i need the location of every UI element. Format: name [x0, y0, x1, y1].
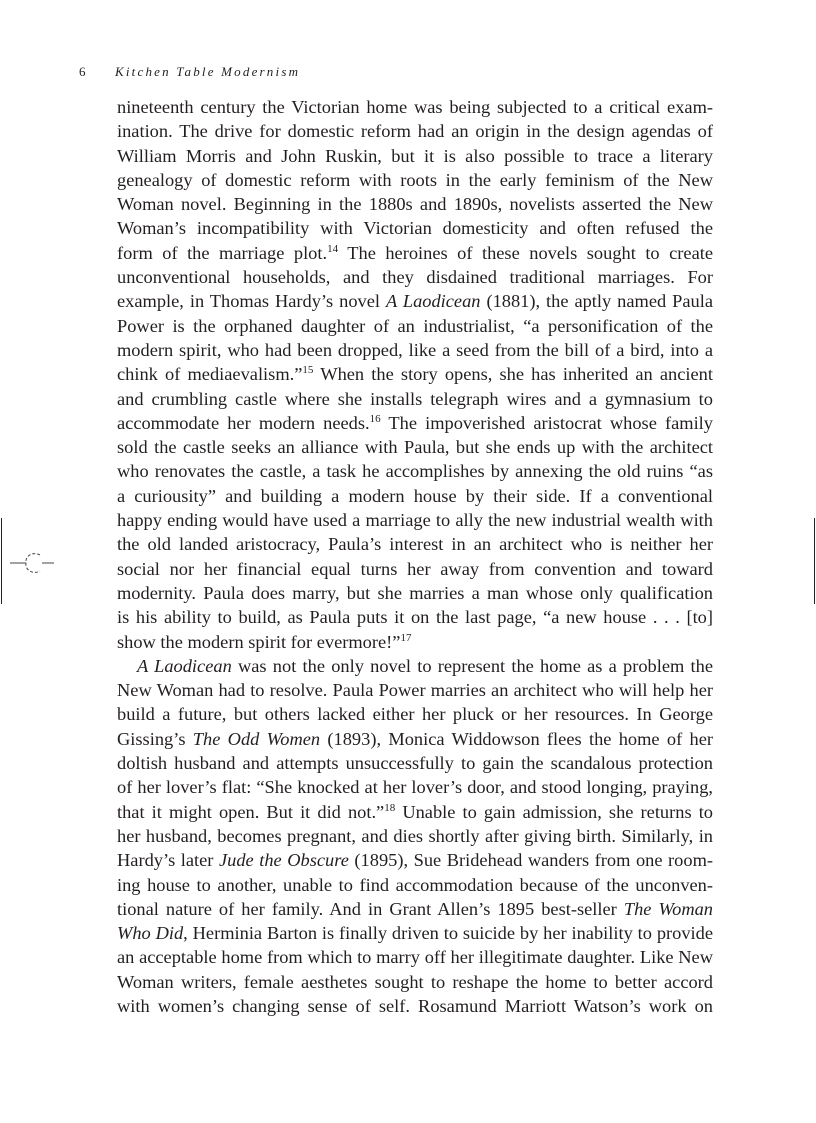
text-run: (1893), Monica Widdowson flees the home of her	[320, 728, 713, 749]
text-run: chink of mediaevalism.”	[117, 364, 303, 385]
crop-line-left	[1, 518, 2, 604]
text-line	[117, 508, 713, 532]
text-run: Hardy’s later	[117, 850, 219, 871]
registration-mark-icon	[8, 548, 58, 578]
running-title: Kitchen Table Modernism	[115, 64, 301, 79]
text-run: , Herminia Barton is finally driven to suicide by her inability to provide	[183, 923, 713, 944]
text-run: and crumbling castle where she installs telegraph wires and a gymnasium to	[117, 388, 713, 409]
text-line	[117, 775, 713, 799]
text-line	[117, 970, 713, 994]
text-line	[117, 168, 713, 192]
text-run: social nor her financial equal turns her away from convention and toward	[117, 558, 713, 579]
text-run: who renovates the castle, a task he accomplishes by annexing the old ruins “as	[117, 461, 713, 482]
text-line	[117, 994, 713, 1018]
text-line	[117, 314, 713, 338]
text-line	[117, 265, 713, 289]
text-run: modern spirit, who had been dropped, like a seed from the bill of a bird, into a	[117, 339, 713, 360]
text-run: Woman novel. Beginning in the 1880s and 1890s, novelists asserted the New	[117, 194, 713, 215]
text-line	[117, 241, 713, 265]
text-line	[117, 727, 713, 751]
text-run: accommodate her modern needs.	[117, 412, 370, 433]
text-run: form of the marriage plot.	[117, 242, 328, 263]
text-run: Unable to gain admission, she returns to	[395, 801, 713, 822]
page-number: 6	[79, 64, 86, 79]
text-line	[117, 192, 713, 216]
footnote-ref: 17	[400, 631, 412, 644]
text-run: (1881), the aptly named Paula	[480, 291, 714, 312]
footnote-ref: 15	[302, 364, 314, 377]
text-run: The impoverished aristocrat whose family	[380, 412, 713, 433]
text-line	[117, 362, 713, 386]
text-line	[117, 605, 713, 629]
text-run: New Woman had to resolve. Paula Power marries an architect who will help her	[117, 680, 713, 701]
text-run: sold the castle seeks an alliance with Paula, but she ends up with the architect	[117, 437, 713, 458]
italic-title: Who Did	[117, 923, 184, 944]
text-line	[117, 387, 713, 411]
italic-title: A Laodicean	[385, 291, 481, 312]
footnote-ref: 14	[327, 242, 339, 255]
text-line	[117, 289, 713, 313]
italic-title: Jude the Obscure	[218, 850, 349, 871]
text-run: Gissing’s	[117, 728, 193, 749]
text-line	[117, 557, 713, 581]
text-run: ing house to another, unable to find accommodation because of the unconven-	[117, 874, 713, 895]
text-run: William Morris and John Ruskin, but it is also possible to trace a literary	[117, 145, 713, 166]
text-run: Power is the orphaned daughter of an industrialist, “a personification of the	[117, 315, 713, 336]
text-run: the old landed aristocracy, Paula’s interest in an architect who is neither her	[117, 534, 713, 555]
text-line	[117, 411, 713, 435]
text-line	[117, 581, 713, 605]
text-run: tional nature of her family. And in Grant Allen’s 1895 best-seller	[117, 898, 624, 919]
text-line	[117, 873, 713, 897]
text-run: a curiousity” and building a modern house by their side. If a conventional	[117, 485, 713, 506]
text-line	[117, 702, 713, 726]
text-run: that it might open. But it did not.”	[117, 801, 385, 822]
text-line	[117, 435, 713, 459]
text-run: unconventional households, and they disdained traditional marriages. For	[117, 267, 713, 288]
text-run: When the story opens, she has inherited an ancient	[313, 364, 713, 385]
text-run: (1895), Sue Bridehead wanders from one room-	[348, 850, 713, 871]
italic-title: The Woman	[623, 898, 713, 919]
text-line	[117, 338, 713, 362]
text-run: The heroines of these novels sought to create	[338, 242, 714, 263]
crop-line-right	[814, 518, 815, 604]
text-run: was not the only novel to represent the home as a problem the	[231, 655, 713, 676]
text-run: Woman’s incompatibility with Victorian domesticity and often refused the	[117, 218, 713, 239]
text-line	[117, 824, 713, 848]
text-run: build a future, but others lacked either her pluck or her resources. In George	[117, 704, 713, 725]
text-run: is his ability to build, as Paula puts it on the last page, “a new house . . . [to]	[117, 607, 713, 628]
text-run: happy ending would have used a marriage to ally the new industrial wealth with	[117, 510, 713, 531]
text-line	[117, 459, 713, 483]
body-text	[117, 95, 713, 1018]
footnote-ref: 18	[384, 801, 396, 814]
text-run: Woman writers, female aesthetes sought to reshape the home to better accord	[117, 971, 713, 992]
text-run: show the modern spirit for evermore!”	[117, 631, 401, 652]
text-line	[117, 654, 713, 678]
text-run: genealogy of domestic reform with roots in the early feminism of the New	[117, 169, 713, 190]
text-line	[117, 678, 713, 702]
text-line	[117, 848, 713, 872]
footnote-ref: 16	[369, 412, 381, 425]
text-line	[117, 532, 713, 556]
text-run: ination. The drive for domestic reform had an origin in the design agendas of	[117, 121, 713, 142]
text-run: with women’s changing sense of self. Rosamund Marriott Watson’s work on	[117, 995, 713, 1016]
text-line	[117, 630, 713, 654]
text-line	[117, 897, 713, 921]
text-run: of her lover’s flat: “She knocked at her lover’s door, and stood longing, praying,	[117, 777, 713, 798]
text-run: doltish husband and attempts unsuccessfully to gain the scandalous protection	[117, 753, 713, 774]
text-line	[117, 800, 713, 824]
text-run: modernity. Paula does marry, but she marries a man whose only qualification	[117, 582, 713, 603]
text-run: nineteenth century the Victorian home was being subjected to a critical exam-	[117, 97, 713, 117]
text-line	[117, 144, 713, 168]
italic-title: A Laodicean	[137, 655, 232, 676]
text-line	[117, 751, 713, 775]
text-run: an acceptable home from which to marry off her illegitimate daughter. Like New	[117, 947, 713, 968]
text-line	[117, 921, 713, 945]
text-line	[117, 484, 713, 508]
text-line	[117, 119, 713, 143]
text-run: her husband, becomes pregnant, and dies shortly after giving birth. Similarly, in	[117, 825, 713, 846]
text-line	[117, 95, 713, 119]
text-run: example, in Thomas Hardy’s novel	[117, 291, 386, 312]
text-line	[117, 216, 713, 240]
text-line	[117, 945, 713, 969]
italic-title: The Odd Women	[192, 728, 321, 749]
